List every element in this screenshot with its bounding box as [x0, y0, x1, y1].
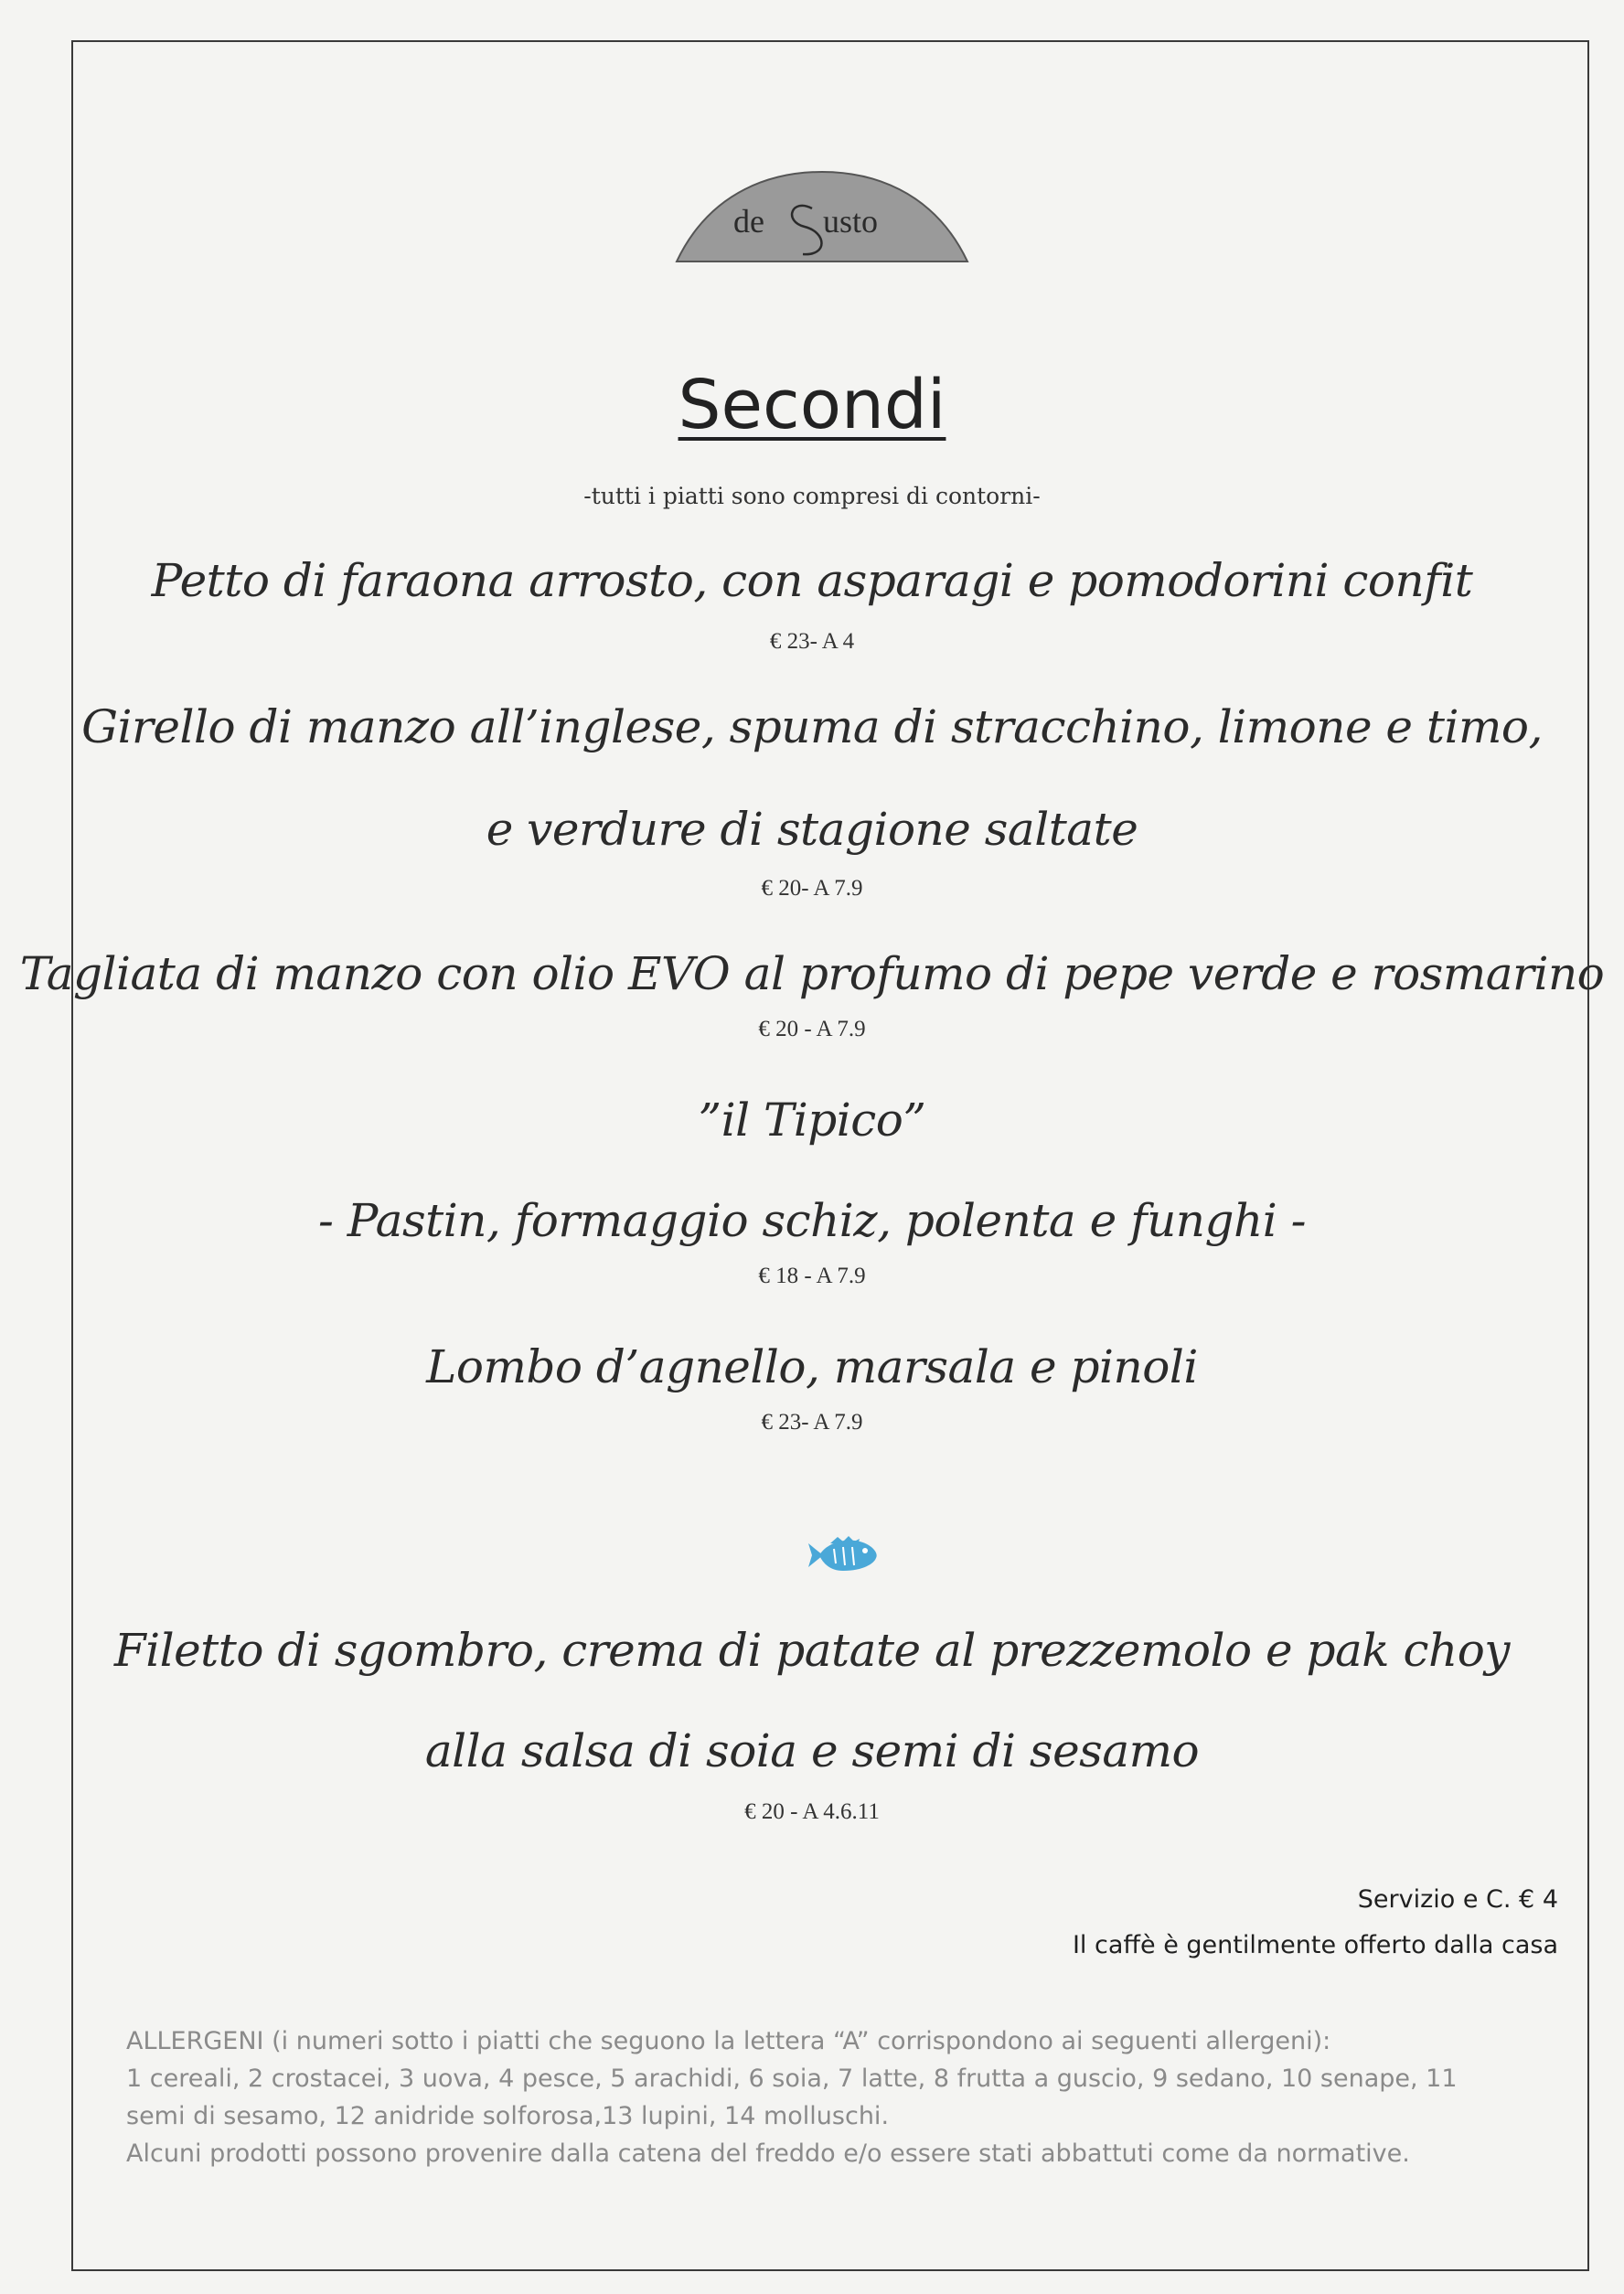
allergens-line: semi di sesamo, 12 anidride solforosa,13 lupini, 14 molluschi.: [126, 2102, 890, 2130]
page-title: Secondi: [678, 366, 946, 444]
coffee-note: Il caffè è gentilmente offerto dalla casa: [1072, 1931, 1558, 1959]
dish-2-price: € 20- A 7.9: [761, 876, 863, 901]
dish-5-price: € 23- A 7.9: [761, 1410, 863, 1435]
dish-4-name-line-2: - Pastin, formaggio schiz, polenta e funghi -: [317, 1194, 1306, 1247]
logo-text-de: de: [733, 203, 764, 240]
dish-5-name: Lombo d’agnello, marsala e pinoli: [426, 1340, 1198, 1393]
dish-2-name-line-2: e verdure di stagione saltate: [486, 803, 1138, 856]
allergens-line: Alcuni prodotti possono provenire dalla catena del freddo e/o essere stati abbattuti come da normative.: [126, 2139, 1410, 2168]
dish-2-name-line-1: Girello di manzo all’inglese, spuma di stracchino, limone e timo,: [81, 700, 1543, 753]
degusto-logo: [675, 170, 969, 265]
dish-3-price: € 20 - A 7.9: [758, 1017, 866, 1041]
dish-6-name-line-1: Filetto di sgombro, crema di patate al prezzemolo e pak choy: [113, 1624, 1511, 1677]
logo-text-usto: usto: [823, 203, 879, 240]
dish-1-price: € 23- A 4: [769, 629, 855, 654]
allergens-block: [126, 2022, 1562, 2172]
dish-6-name-line-2: alla salsa di soia e semi di sesamo: [424, 1724, 1200, 1777]
fish-icon: [807, 1536, 880, 1574]
allergens-line: 1 cereali, 2 crostacei, 3 uova, 4 pesce, 5 arachidi, 6 soia, 7 latte, 8 frutta a guscio, 9 sedano, 10 senape, 11: [126, 2065, 1458, 2093]
dish-1-name: Petto di faraona arrosto, con asparagi e pomodorini confit: [151, 554, 1473, 607]
dish-3-name: Tagliata di manzo con olio EVO al profumo di pepe verde e rosmarino: [19, 947, 1605, 1000]
dish-4-price: € 18 - A 7.9: [758, 1264, 866, 1288]
page-subtitle: -tutti i piatti sono compresi di contorni-: [583, 483, 1041, 509]
service-charge: Servizio e C. € 4: [1357, 1885, 1558, 1914]
dish-6-price: € 20 - A 4.6.11: [744, 1799, 880, 1824]
allergens-line: ALLERGENI (i numeri sotto i piatti che seguono la lettera “A” corrispondono ai seguenti allergeni):: [126, 2027, 1331, 2055]
dish-4-name-line-1: ”il Tipico”: [698, 1094, 926, 1147]
